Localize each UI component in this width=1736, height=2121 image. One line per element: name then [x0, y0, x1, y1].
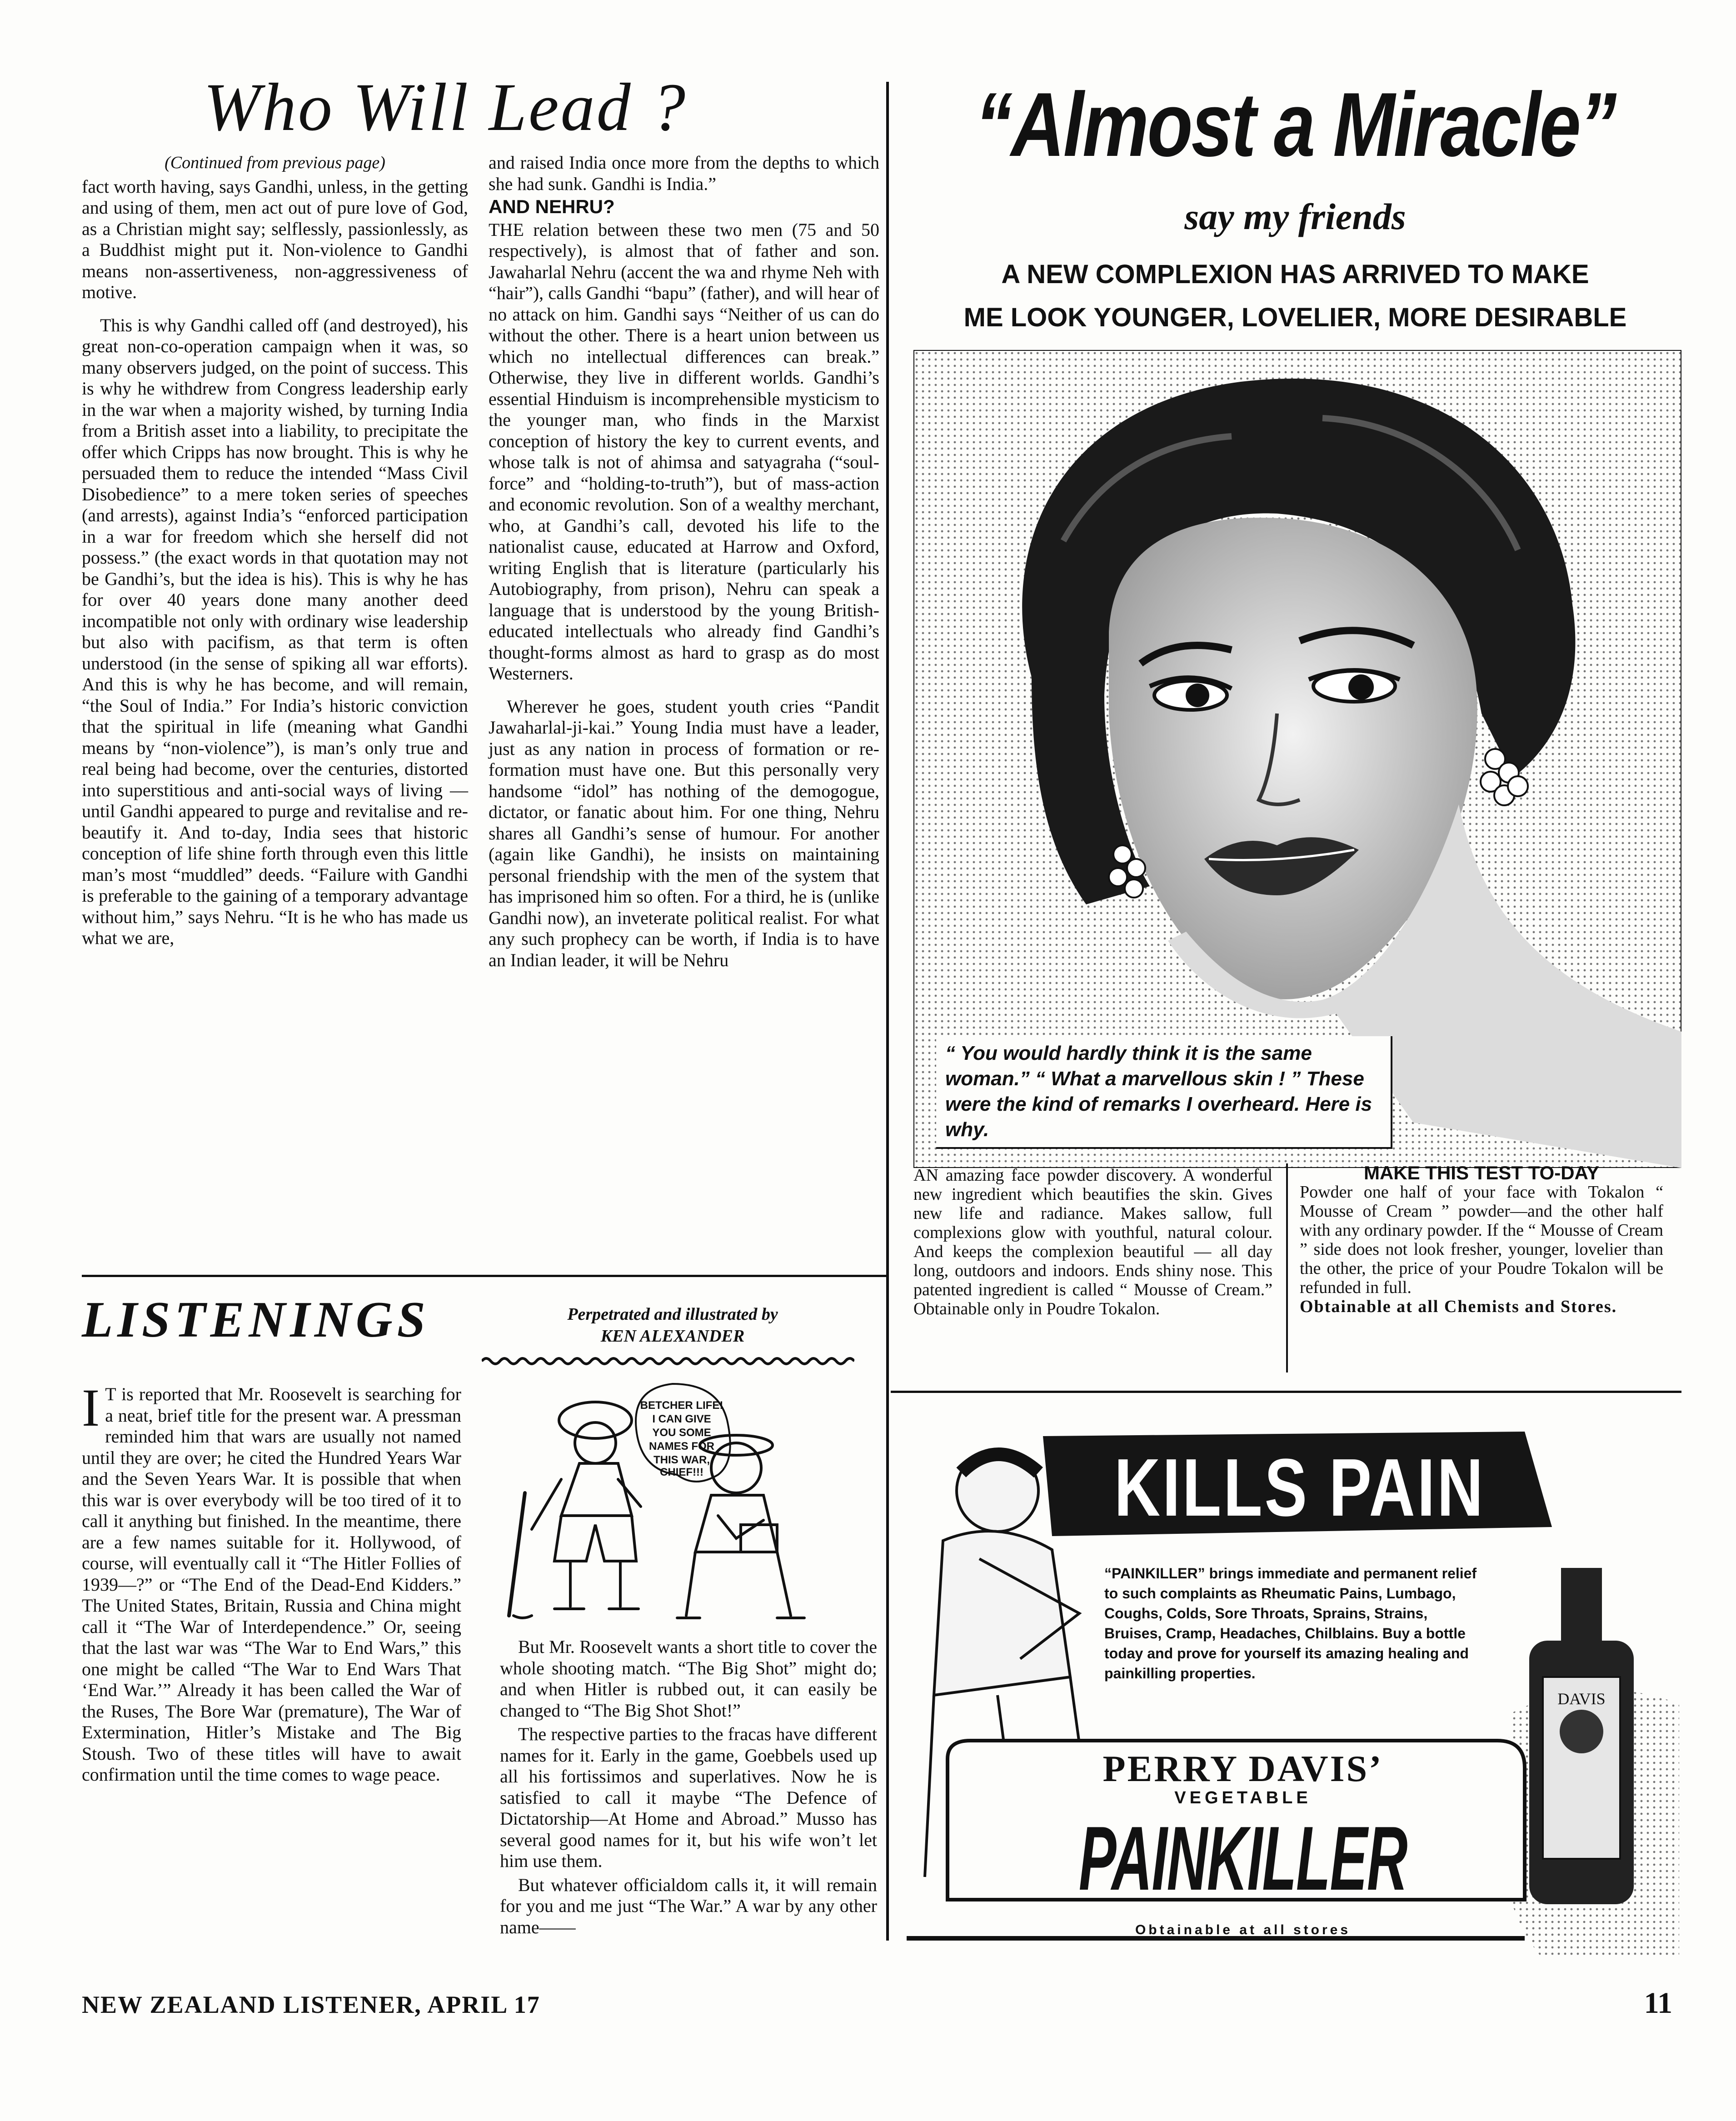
ad-test-footer: Obtainable at all Chemists and Stores.: [1300, 1297, 1617, 1316]
painkiller-body: “PAINKILLER” brings immediate and permanent relief to such complaints as Rheumatic Pains, Lumbago, Coughs, Colds, Sore Throats, Sprains, Strains, Bruises, Cramp, Headaches, Chilblains. Buy a bottle today and prove for yourself its amazing healing and painkilling properties.: [1104, 1565, 1477, 1682]
ad-test-column: [1300, 1163, 1663, 1316]
ad-column-rule: [1286, 1163, 1288, 1372]
article-paragraph: Wherever he goes, student youth cries “Pandit Jawaharlal-ji-kai.” Young India must have a leader, just as any nation in process of formation or re-formation must have one. But this personally very handsome “idol” has nothing of the demogogue, dictator, or fanatic about him. For one thing, Nehru shares all Gandhi’s sense of humour. For another (again like Gandhi), he insists on maintaining personal friendship with the men of the system that has imprisoned him so often. For a third, he is (unlike Gandhi now), an inveterate political realist. For what any such prophecy can be worth, if India is to have an Indian leader, it will be Nehru: [489, 696, 879, 970]
ad-tagline-2: ME LOOK YOUNGER, LOVELIER, MORE DESIRABLE: [963, 303, 1627, 332]
painkiller-vegetable: VEGETABLE: [1174, 1788, 1312, 1807]
ad-banner-text: KILLS PAIN: [1114, 1442, 1486, 1533]
listenings-title: LISTENINGS: [82, 1292, 430, 1348]
ad-tagline-1: A NEW COMPLEXION HAS ARRIVED TO MAKE: [1001, 260, 1589, 289]
vertical-rule: [886, 82, 889, 1941]
svg-text:I CAN GIVE: I CAN GIVE: [652, 1413, 711, 1425]
ad-body-text: AN amazing face powder discovery. A wonderful new ingredient which beautifies the skin. Gives new life and radiance. Makes sallow, full complexions glow with youthful, natural colour. And keeps the complexion beautiful — all day long, outdoors and indoors. Ends shiny nose. This patented ingredient is called “ Mousse of Cream.” Obtainable only in Poudre Tokalon.: [913, 1166, 1272, 1318]
painkiller-footer: Obtainable at all stores: [1135, 1922, 1351, 1937]
article-paragraph: and raised India once more from the depths to which she had sunk. Gandhi is India.”: [489, 152, 879, 194]
ad-test-text: Powder one half of your face with Tokalon “ Mousse of Cream ” powder—and the other half with any ordinary powder. If the “ Mousse of Cream ” side does not look fresher, younger, lovelier than the other, the price of your Poudre Tokalon will be refunded in full.: [1300, 1183, 1663, 1297]
svg-text:NAMES FOR: NAMES FOR: [649, 1440, 714, 1452]
svg-text:DAVIS: DAVIS: [1557, 1690, 1606, 1708]
article-paragraph: THE relation between these two men (75 and 50 respectively), is almost that of father and son. Jawaharlal Nehru (accent the wa and rhyme Neh with “hair”), calls Gandhi “bapu” (father), and will hear of no attack on him. Gandhi says “Neither of us can do without the other. There is a heart union between us which no intellectual differences can break.” Otherwise, they live in different worlds. Gandhi’s essential Hinduism is incomprehensible mysticism to the younger man, who finds in the Marxist conception of history the key to current events, and whose talk is not of ahimsa and satyagraha (“soul-force” and “holding-to-truth”), but of mass-action and economic revolution. Son of a wealthy merchant, who, at Gandhi’s call, devoted his life to the nationalist cause, educated at Harrow and Oxford, writing English that is literature (particularly his Autobiography, from prison), Nehru can speak a language that is understood by the young British-educated intellectuals who already find Gandhi’s thought-forms almost as hard to grasp as do most Westerners.: [489, 219, 879, 684]
listenings-byline-1: Perpetrated and illustrated by: [567, 1305, 778, 1324]
article-paragraph: fact worth having, says Gandhi, unless, in the getting and using of them, men act out of pure love of God, as a Christian might say; selflessly, passionlessly, as a Buddhist might put it. Non-violence to Gandhi means non-assertiveness, non-aggressiveness of motive.: [82, 176, 468, 302]
listenings-byline-2: KEN ALEXANDER: [600, 1327, 745, 1346]
svg-text:CHIEF!!!: CHIEF!!!: [660, 1466, 703, 1478]
continued-note: (Continued from previous page): [165, 153, 385, 172]
page-number: 11: [1644, 1986, 1672, 2020]
listenings-paragraph: But Mr. Roosevelt wants a short title to cover the whole shooting match. “The Big Shot” might do; and when Hitler is rubbed out, it can easily be changed to “The Big Shot Shot!”: [500, 1637, 877, 1721]
article-column-1: [82, 152, 468, 949]
painkiller-brand: PERRY DAVIS’: [1102, 1748, 1383, 1789]
listenings-paragraph: T is reported that Mr. Roosevelt is searching for a neat, brief title for the present war. A pressman reminded him that wars are usually not named until they are over; he cited the Hundred Years War and the Seven Years War. It is possible that when this war is over everybody will be too tired of it to call it anything but finished. In the meantime, there are a few names suitable for it. Hollywood, of course, will eventually call it “The Hitler Follies of 1939—?” or “The End of the Dead-End Kidders.” The United States, Britain, Russia and China might call it “The War of Interdependence.” Or, seeing that the last war was “The War to End Wars,” this one might be called “The War to End Wars That ‘End War.’” Already it has been called the War of the Ruses, The Bore War (premature), The War of Extermination, Hitler’s Mistake and The Big Stoush. Two of these titles will have to await confirmation until the time comes to wage peace.: [82, 1384, 461, 1785]
svg-text:THIS WAR,: THIS WAR,: [653, 1454, 710, 1466]
ad-headline: “Almost a Miracle”: [975, 74, 1616, 175]
cartoon-illustration: [482, 1379, 859, 1634]
wavy-rule: [482, 1354, 854, 1368]
footer-publication: NEW ZEALAND LISTENER, APRIL 17: [82, 1991, 540, 2018]
listenings-column-2: [500, 1625, 877, 1938]
article-column-2: [489, 152, 879, 971]
svg-text:YOU SOME: YOU SOME: [652, 1427, 711, 1439]
ad-quote-box: “ You would hardly think it is the same woman.” “ What a marvellous skin ! ” These were the kind of remarks I overheard. Here is why.: [936, 1036, 1392, 1149]
svg-text:BETCHER LIFE!: BETCHER LIFE!: [640, 1399, 723, 1412]
listenings-paragraph: The respective parties to the fracas have different names for it. Early in the game, Goebbels used up all his fortissimos and superlatives. Now he is satisfied to call it maybe “The Defence of Dictatorship—At Home and Abroad.” Musso has several good names for it, but his wife won’t let him use them.: [500, 1724, 877, 1871]
ad-test-title: MAKE THIS TEST TO-DAY: [1363, 1162, 1600, 1183]
drop-cap: I: [82, 1378, 100, 1437]
article-title: Who Will Lead ?: [203, 70, 688, 145]
section-divider: [82, 1275, 886, 1277]
listenings-paragraph: But whatever officialdom calls it, it will remain for you and me just “The War.” A war by any other name——: [500, 1874, 877, 1937]
ad-subheadline: say my friends: [1184, 196, 1406, 237]
listenings-column-1: [82, 1378, 461, 1786]
article-paragraph: This is why Gandhi called off (and destroyed), his great non-co-operation campaign when it was, so many observers judged, on the point of success. This is why he withdrew from Congress leadership early in the war when a majority wished, by turning India from a British asset into a liability, to precipitate the offer which Cripps has now brought. This is why he persuaded them to reduce the intended “Mass Civil Disobedience” to a mere token series of speeches (and arrests), against India’s “enforced participation in a war for freedom which she herself did not possess.” (the exact words in that quotation may not be Gandhi’s, but the idea is his). This is why he has for over 40 years done many another deed incompatible not only with ordinary wise leadership but also with pacifism, as that term is often understood (in the sense of spiking all war efforts). And this is why he has become, and will remain, “the Soul of India.” For India’s historic conviction that the spiritual in life (meaning what Gandhi means by “non-violence”), is man’s only true and real being had become, over the centuries, distorted into superstitious and anti-social ways of living — until Gandhi appeared to purge and revitalise and re-beautify it. And to-day, India sees that historic conception of life shine forth through even this little man’s most “muddled” deeds. “Failure with Gandhi is preferable to the gaining of a temporary advantage without him,” says Nehru. “It is he who has made us what we are,: [82, 314, 468, 948]
ad-divider: [891, 1391, 1681, 1393]
painkiller-product: PAINKILLER: [1078, 1808, 1407, 1909]
subheading-and-nehru: AND NEHRU?: [489, 196, 615, 217]
ad-body: [913, 1166, 1272, 1318]
